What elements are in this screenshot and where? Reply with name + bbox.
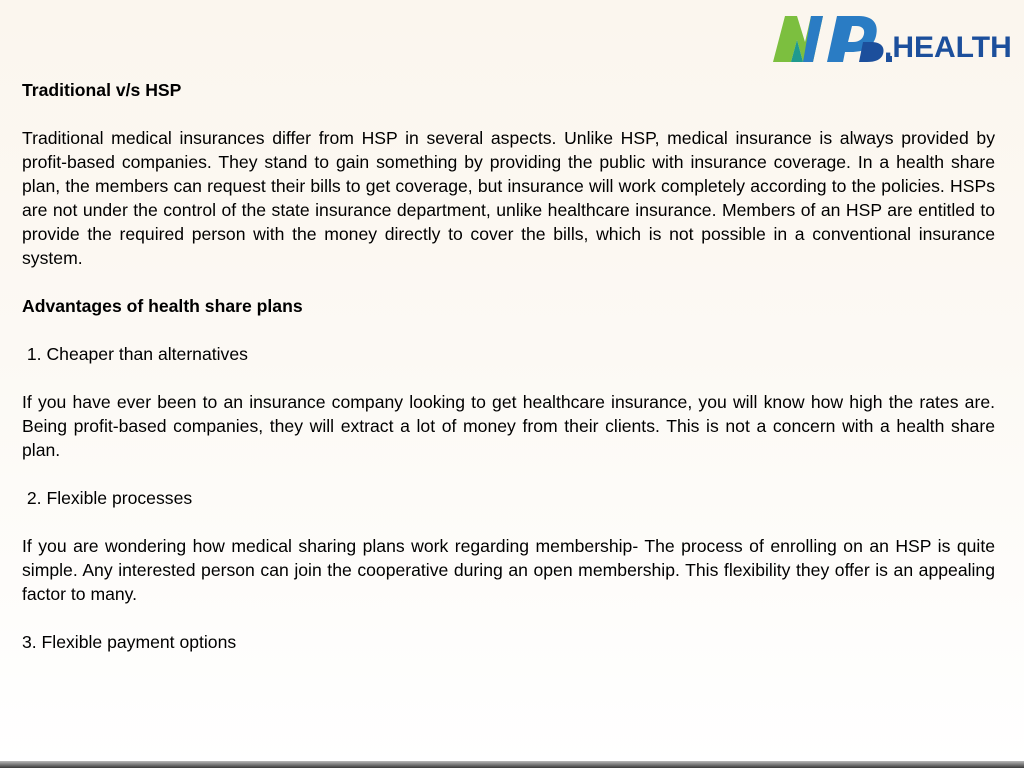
list-item-flexible-payment: 3. Flexible payment options	[22, 632, 237, 652]
paragraph-traditional-vs-hsp: Traditional medical insurances differ from HSP in several aspects. Unlike HSP, medical insurance is always provided by profit-based companies. They stand to gain something by providing the public with insurance coverage. In a health share plan, the members can request their bills to get coverage, but insurance will work completely according to the policies. HSPs are not under the control of the state insurance department, unlike healthcare insurance. Members of an HSP are entitled to provide the required person with the money directly to cover the bills, which is not possible in a conventional insurance system.	[22, 128, 995, 268]
list-item-flexible-processes: 2. Flexible processes	[22, 488, 193, 508]
article-content	[22, 78, 995, 654]
spacer	[22, 510, 995, 534]
paragraph-cheaper: If you have ever been to an insurance company looking to get healthcare insurance, you will know how high the rates are. Being profit-based companies, they will extract a lot of money from their clients. This is not a concern with a health share plan.	[22, 392, 995, 460]
spacer	[22, 366, 995, 390]
spacer	[22, 102, 995, 126]
logo-b-bowl	[859, 42, 884, 62]
section-title-traditional-vs-hsp: Traditional v/s HSP	[22, 80, 182, 100]
mp-health-logo	[771, 12, 1012, 66]
section-title-advantages: Advantages of health share plans	[22, 296, 303, 316]
bottom-bar	[0, 761, 1024, 768]
paragraph-flexible-processes: If you are wondering how medical sharing plans work regarding membership- The process of enrolling on an HSP is quite simple. Any interested person can join the cooperative during an open membership. This flexibility they offer is an appealing factor to many.	[22, 536, 995, 604]
spacer	[22, 318, 995, 342]
spacer	[22, 462, 995, 486]
list-item-cheaper: 1. Cheaper than alternatives	[22, 344, 248, 364]
spacer	[22, 606, 995, 630]
spacer	[22, 270, 995, 294]
logo-health-text: .HEALTH	[884, 31, 1012, 64]
